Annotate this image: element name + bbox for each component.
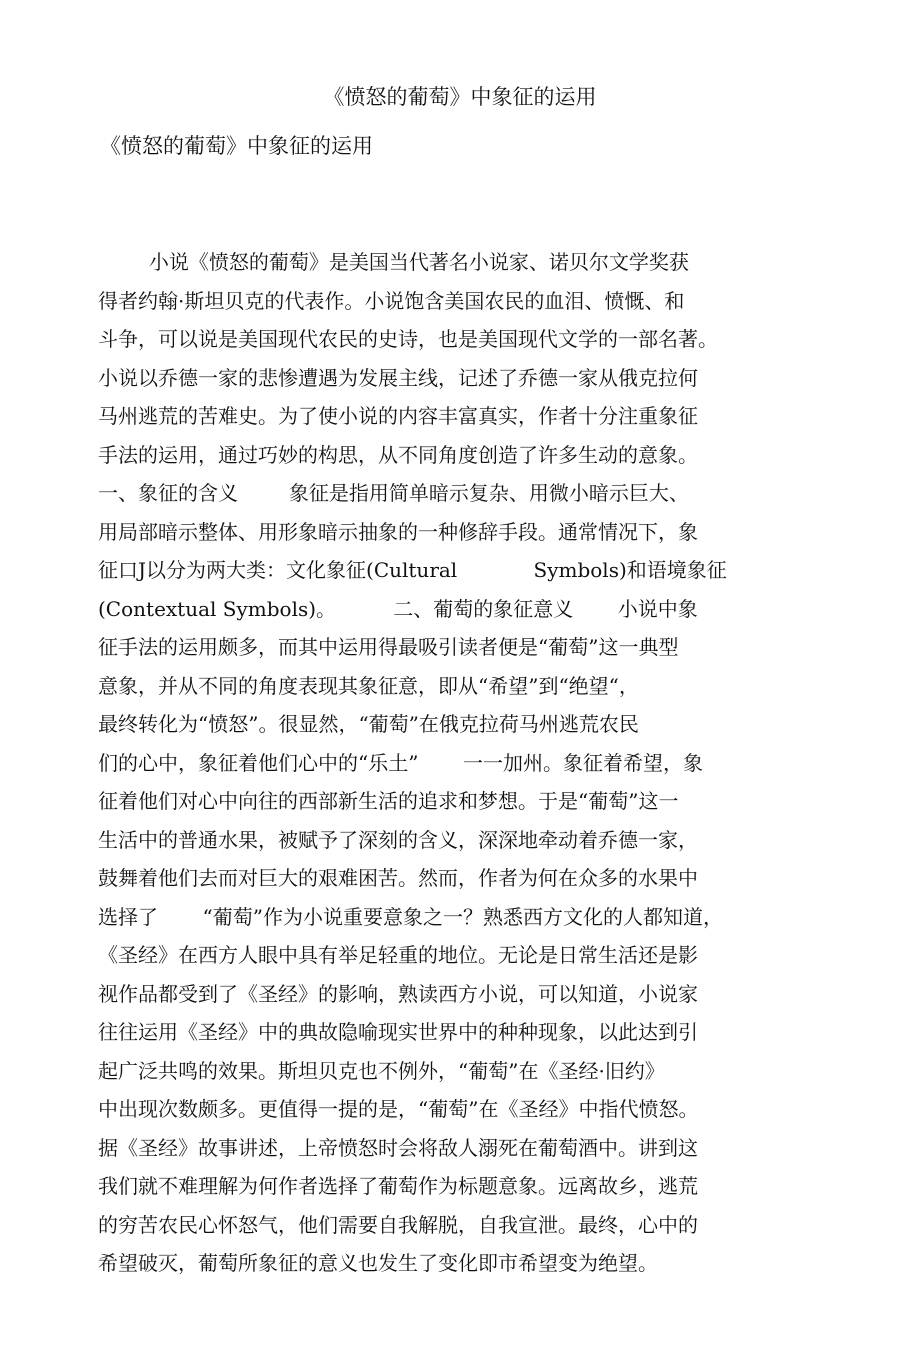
document-subtitle: 《愤怒的葡萄》中象征的运用 bbox=[100, 134, 373, 158]
body-line: 的穷苦农民心怀怒气，他们需要自我解脱，自我宣泄。最终，心中的 bbox=[98, 1212, 698, 1237]
body-line: 最终转化为“愤怒”。很显然，“葡萄”在俄克拉荷马州逃荒农民 bbox=[98, 712, 639, 736]
body-line: 生活中的普通水果，被赋予了深刻的含义，深深地牵动着乔德一家， bbox=[98, 827, 698, 852]
body-line: 手法的运用，通过巧妙的构思，从不同角度创造了许多生动的意象。 bbox=[98, 442, 698, 467]
body-line: 们的心中，象征着他们心中的“乐土” 一一加州。象征着希望，象 bbox=[98, 750, 703, 775]
body-line: 中出现次数颇多。更值得一提的是，“葡萄”在《圣经》中指代愤怒。 bbox=[98, 1097, 699, 1121]
body-line: 得者约翰·斯坦贝克的代表作。小说饱含美国农民的血泪、愤慨、和 bbox=[98, 288, 685, 313]
body-line: 《圣经》在西方人眼中具有举足轻重的地位。无论是日常生活还是影 bbox=[98, 943, 698, 967]
body-line: 一、象征的含义 象征是指用简单暗示复杂、用微小暗示巨大、 bbox=[98, 481, 689, 505]
body-line: 据《圣经》故事讲述，上帝愤怒时会将敌人溺死在葡萄酒中。讲到这 bbox=[98, 1135, 698, 1160]
body-line: 斗争，可以说是美国现代农民的史诗，也是美国现代文学的一部名著。 bbox=[98, 327, 718, 351]
body-line: 征口J以分为两大类：文化象征(Cultural Symbols)和语境象征 bbox=[98, 558, 727, 582]
body-line: 用局部暗示整体、用形象暗示抽象的一种修辞手段。通常情况下，象 bbox=[98, 519, 698, 544]
body-line: 小说以乔德一家的悲惨遭遇为发展主线，记述了乔德一家从俄克拉何 bbox=[98, 365, 698, 390]
body-line: 意象，并从不同的角度表现其象征意，即从“希望”到“绝望“， bbox=[98, 673, 639, 698]
body-line: 我们就不难理解为何作者选择了葡萄作为标题意象。远离故乡，逃荒 bbox=[98, 1174, 698, 1198]
body-line: 征着他们对心中向往的西部新生活的追求和梦想。于是“葡萄”这一 bbox=[98, 789, 679, 813]
body-line: 马州逃荒的苦难史。为了使小说的内容丰富真实，作者十分注重象征 bbox=[98, 404, 698, 428]
body-line: 鼓舞着他们去而对巨大的艰难困苦。然而，作者为何在众多的水果中 bbox=[98, 866, 698, 890]
body-line: 视作品都受到了《圣经》的影响，熟读西方小说，可以知道，小说家 bbox=[98, 981, 698, 1006]
body-line: 征手法的运用颇多，而其中运用得最吸引读者便是“葡萄”这一典型 bbox=[98, 635, 679, 659]
document-title: 《愤怒的葡萄》中象征的运用 bbox=[323, 85, 597, 109]
body-line: 小说《愤怒的葡萄》是美国当代著名小说家、诺贝尔文学奖获 bbox=[98, 250, 689, 274]
body-line: 往往运用《圣经》中的典故隐喻现实世界中的种种现象，以此达到引 bbox=[98, 1020, 698, 1044]
body-line: (Contextual Symbols)。 二、葡萄的象征意义 小说中象 bbox=[98, 596, 698, 621]
body-line: 选择了 “葡萄”作为小说重要意象之一？熟悉西方文化的人都知道， bbox=[98, 904, 723, 929]
body-line: 希望破灭，葡萄所象征的意义也发生了变化即市希望变为绝望。 bbox=[98, 1251, 658, 1275]
body-line: 起广泛共鸣的效果。斯坦贝克也不例外，“葡萄”在《圣经·旧约》 bbox=[98, 1058, 665, 1083]
